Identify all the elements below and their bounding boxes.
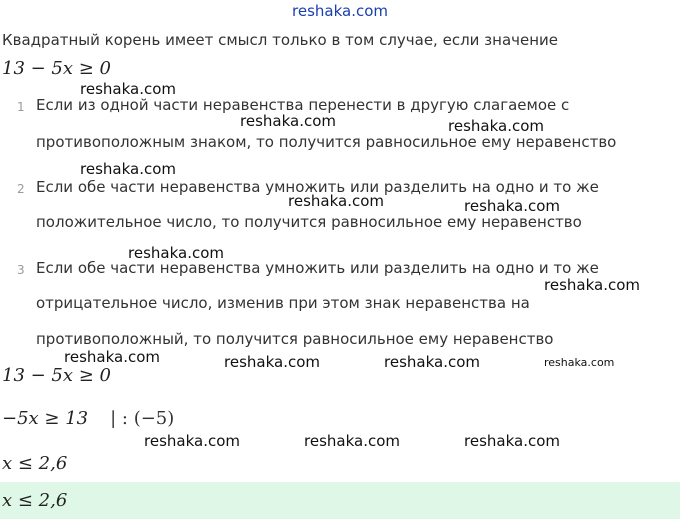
rule-2-line-2: положительное число, то получится равносильное ему неравенство <box>36 213 582 231</box>
rule-3-line-2: отрицательное число, изменив при этом знак неравенства на <box>36 294 530 312</box>
rule-1-line-1: Если из одной части неравенства перенести в другую слагаемое с <box>36 96 570 114</box>
watermark: reshaka.com <box>224 353 320 371</box>
solution-step-2 <box>2 408 174 429</box>
solution-step-3: x ≤ 2,6 <box>2 453 68 474</box>
watermark: reshaka.com <box>80 80 176 98</box>
watermark: reshaka.com <box>384 353 480 371</box>
rule-2-line-1: Если обе части неравенства умножить или разделить на одно и то же <box>36 178 599 196</box>
watermark: reshaka.com <box>64 348 160 366</box>
rule-number-3: 3 <box>17 263 25 277</box>
rule-3-line-1: Если обе части неравенства умножить или разделить на одно и то же <box>36 259 599 277</box>
watermark: reshaka.com <box>240 112 336 130</box>
rule-number-2: 2 <box>17 182 25 196</box>
intro-text: Квадратный корень имеет смысл только в том случае, если значение <box>2 31 559 49</box>
watermark: reshaka.com <box>128 244 224 262</box>
watermark: reshaka.com <box>144 432 240 450</box>
answer-inequality: x ≤ 2,6 <box>2 490 68 511</box>
watermark: reshaka.com <box>464 197 560 215</box>
rule-number-1: 1 <box>17 100 25 114</box>
watermark: reshaka.com <box>304 432 400 450</box>
solution-step-2-operation: | : (−5) <box>110 408 175 429</box>
solution-step-1: 13 − 5x ≥ 0 <box>2 365 112 386</box>
answer-box <box>0 482 680 519</box>
watermark: reshaka.com <box>544 356 615 369</box>
rule-3-line-3: противоположный, то получится равносильное ему неравенство <box>36 330 554 348</box>
site-header-link[interactable]: reshaka.com <box>292 2 388 20</box>
rule-1-line-2: противоположным знаком, то получится равносильное ему неравенство <box>36 133 617 151</box>
watermark: reshaka.com <box>544 276 640 294</box>
watermark: reshaka.com <box>448 117 544 135</box>
condition-inequality: 13 − 5x ≥ 0 <box>2 58 112 79</box>
solution-step-2-inequality: −5x ≥ 13 <box>2 408 89 429</box>
watermark: reshaka.com <box>288 192 384 210</box>
watermark: reshaka.com <box>80 160 176 178</box>
watermark: reshaka.com <box>464 432 560 450</box>
